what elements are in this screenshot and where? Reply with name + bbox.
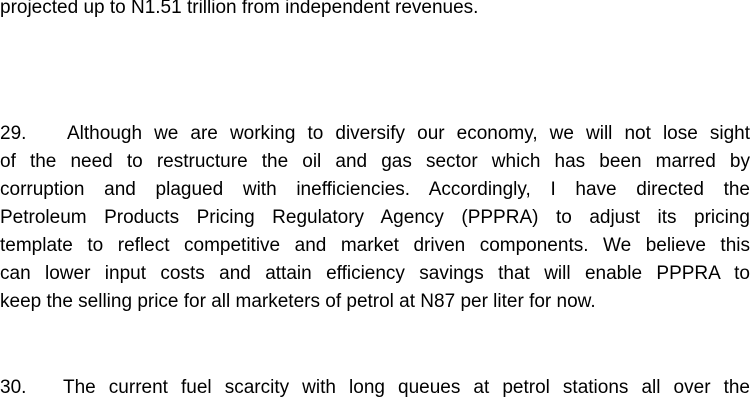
- paragraph-29-line-4: Petroleum Products Pricing Regulatory Agency (PPPRA) to adjust its pricing: [0, 207, 750, 228]
- paragraph-30-line-1-text: The current fuel scarcity with long queues at petrol stations all over the: [63, 377, 750, 398]
- paragraph-29-line-1: [0, 120, 750, 148]
- paragraph-29-line-6: can lower input costs and attain efficiency savings that will enable PPPRA to: [0, 263, 750, 284]
- paragraph-29-line-7: keep the selling price for all marketers of petrol at N87 per liter for now.: [0, 291, 596, 312]
- paragraph-30-number: 30.: [0, 377, 27, 398]
- paragraph-29-line-3: corruption and plagued with inefficiencies. Accordingly, I have directed the: [0, 179, 750, 200]
- paragraph-29-line-1-text: Although we are working to diversify our economy, we will not lose sight: [67, 123, 750, 144]
- paragraph-30-line-1: [0, 374, 750, 400]
- paragraph-29-number: 29.: [0, 123, 27, 144]
- paragraph-29-line-2: of the need to restructure the oil and gas sector which has been marred by: [0, 151, 750, 172]
- previous-paragraph-last-line: projected up to N1.51 trillion from independent revenues.: [0, 0, 479, 18]
- paragraph-29-line-5: template to reflect competitive and market driven components. We believe this: [0, 235, 750, 256]
